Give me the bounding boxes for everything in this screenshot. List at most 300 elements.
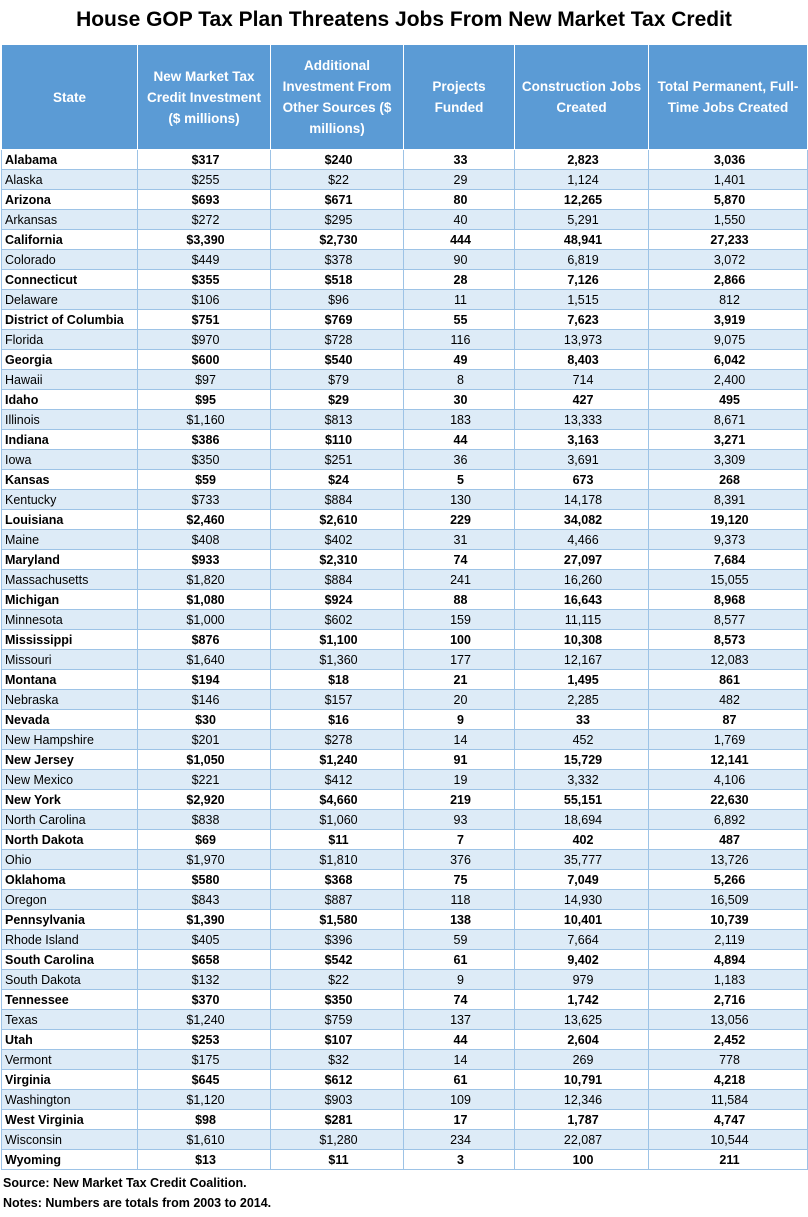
column-header-state: State xyxy=(2,45,138,150)
permanent-jobs-cell: 861 xyxy=(649,670,808,690)
table-row xyxy=(2,590,808,610)
projects-funded-cell: 11 xyxy=(404,290,515,310)
projects-funded-cell: 159 xyxy=(404,610,515,630)
projects-funded-cell: 30 xyxy=(404,390,515,410)
table-row xyxy=(2,390,808,410)
projects-funded-cell: 61 xyxy=(404,950,515,970)
additional-investment-cell: $402 xyxy=(271,530,404,550)
table-row xyxy=(2,1110,808,1130)
construction-jobs-cell: 4,466 xyxy=(515,530,649,550)
nmtc-investment-cell: $408 xyxy=(138,530,271,550)
projects-funded-cell: 17 xyxy=(404,1110,515,1130)
additional-investment-cell: $24 xyxy=(271,470,404,490)
state-cell: Hawaii xyxy=(2,370,138,390)
permanent-jobs-cell: 211 xyxy=(649,1150,808,1170)
construction-jobs-cell: 14,930 xyxy=(515,890,649,910)
projects-funded-cell: 19 xyxy=(404,770,515,790)
table-row xyxy=(2,330,808,350)
permanent-jobs-cell: 2,452 xyxy=(649,1030,808,1050)
state-cell: Colorado xyxy=(2,250,138,270)
permanent-jobs-cell: 5,266 xyxy=(649,870,808,890)
column-header-additional-investment: Additional Investment From Other Sources ($ millions) xyxy=(271,45,404,150)
permanent-jobs-cell: 13,726 xyxy=(649,850,808,870)
construction-jobs-cell: 2,604 xyxy=(515,1030,649,1050)
construction-jobs-cell: 673 xyxy=(515,470,649,490)
projects-funded-cell: 229 xyxy=(404,510,515,530)
table-row xyxy=(2,1030,808,1050)
table-row xyxy=(2,850,808,870)
nmtc-investment-cell: $693 xyxy=(138,190,271,210)
permanent-jobs-cell: 2,716 xyxy=(649,990,808,1010)
source-note: Source: New Market Tax Credit Coalition. xyxy=(3,1176,247,1190)
permanent-jobs-cell: 12,083 xyxy=(649,650,808,670)
state-cell: Florida xyxy=(2,330,138,350)
nmtc-investment-cell: $97 xyxy=(138,370,271,390)
additional-investment-cell: $16 xyxy=(271,710,404,730)
permanent-jobs-cell: 8,671 xyxy=(649,410,808,430)
projects-funded-cell: 21 xyxy=(404,670,515,690)
nmtc-investment-cell: $253 xyxy=(138,1030,271,1050)
permanent-jobs-cell: 8,573 xyxy=(649,630,808,650)
state-cell: Oklahoma xyxy=(2,870,138,890)
state-cell: Minnesota xyxy=(2,610,138,630)
state-cell: Pennsylvania xyxy=(2,910,138,930)
state-cell: Maryland xyxy=(2,550,138,570)
projects-funded-cell: 88 xyxy=(404,590,515,610)
projects-funded-cell: 44 xyxy=(404,430,515,450)
table-row xyxy=(2,630,808,650)
state-cell: Tennessee xyxy=(2,990,138,1010)
state-cell: Nevada xyxy=(2,710,138,730)
state-cell: Rhode Island xyxy=(2,930,138,950)
additional-investment-cell: $884 xyxy=(271,570,404,590)
state-cell: Oregon xyxy=(2,890,138,910)
additional-investment-cell: $542 xyxy=(271,950,404,970)
state-cell: Arizona xyxy=(2,190,138,210)
projects-funded-cell: 7 xyxy=(404,830,515,850)
nmtc-investment-cell: $1,050 xyxy=(138,750,271,770)
permanent-jobs-cell: 87 xyxy=(649,710,808,730)
state-cell: Ohio xyxy=(2,850,138,870)
state-cell: Georgia xyxy=(2,350,138,370)
construction-jobs-cell: 16,260 xyxy=(515,570,649,590)
nmtc-investment-cell: $175 xyxy=(138,1050,271,1070)
nmtc-investment-cell: $3,390 xyxy=(138,230,271,250)
projects-funded-cell: 5 xyxy=(404,470,515,490)
table-row xyxy=(2,310,808,330)
additional-investment-cell: $1,360 xyxy=(271,650,404,670)
projects-funded-cell: 9 xyxy=(404,970,515,990)
additional-investment-cell: $728 xyxy=(271,330,404,350)
additional-investment-cell: $924 xyxy=(271,590,404,610)
state-cell: Massachusetts xyxy=(2,570,138,590)
nmtc-investment-cell: $1,610 xyxy=(138,1130,271,1150)
data-table xyxy=(1,44,808,1170)
construction-jobs-cell: 14,178 xyxy=(515,490,649,510)
state-cell: Vermont xyxy=(2,1050,138,1070)
projects-funded-cell: 28 xyxy=(404,270,515,290)
nmtc-investment-cell: $449 xyxy=(138,250,271,270)
construction-jobs-cell: 34,082 xyxy=(515,510,649,530)
projects-funded-cell: 376 xyxy=(404,850,515,870)
additional-investment-cell: $240 xyxy=(271,150,404,170)
table-row xyxy=(2,170,808,190)
additional-investment-cell: $1,240 xyxy=(271,750,404,770)
permanent-jobs-cell: 13,056 xyxy=(649,1010,808,1030)
state-cell: Illinois xyxy=(2,410,138,430)
permanent-jobs-cell: 10,544 xyxy=(649,1130,808,1150)
additional-investment-cell: $1,060 xyxy=(271,810,404,830)
permanent-jobs-cell: 12,141 xyxy=(649,750,808,770)
header-row xyxy=(2,45,808,150)
table-row xyxy=(2,450,808,470)
construction-jobs-cell: 7,126 xyxy=(515,270,649,290)
projects-funded-cell: 137 xyxy=(404,1010,515,1030)
projects-funded-cell: 219 xyxy=(404,790,515,810)
projects-funded-cell: 9 xyxy=(404,710,515,730)
permanent-jobs-cell: 22,630 xyxy=(649,790,808,810)
projects-funded-cell: 8 xyxy=(404,370,515,390)
state-cell: Michigan xyxy=(2,590,138,610)
construction-jobs-cell: 7,623 xyxy=(515,310,649,330)
construction-jobs-cell: 452 xyxy=(515,730,649,750)
state-cell: Idaho xyxy=(2,390,138,410)
additional-investment-cell: $378 xyxy=(271,250,404,270)
permanent-jobs-cell: 3,309 xyxy=(649,450,808,470)
state-cell: New Jersey xyxy=(2,750,138,770)
table-row xyxy=(2,1050,808,1070)
construction-jobs-cell: 10,401 xyxy=(515,910,649,930)
additional-investment-cell: $281 xyxy=(271,1110,404,1130)
projects-funded-cell: 44 xyxy=(404,1030,515,1050)
table-row xyxy=(2,190,808,210)
additional-investment-cell: $518 xyxy=(271,270,404,290)
nmtc-investment-cell: $95 xyxy=(138,390,271,410)
nmtc-investment-cell: $751 xyxy=(138,310,271,330)
nmtc-investment-cell: $2,460 xyxy=(138,510,271,530)
table-row xyxy=(2,150,808,170)
construction-jobs-cell: 6,819 xyxy=(515,250,649,270)
table-row xyxy=(2,530,808,550)
table-row xyxy=(2,950,808,970)
state-cell: New York xyxy=(2,790,138,810)
table-row xyxy=(2,1150,808,1170)
additional-investment-cell: $612 xyxy=(271,1070,404,1090)
nmtc-investment-cell: $194 xyxy=(138,670,271,690)
permanent-jobs-cell: 2,119 xyxy=(649,930,808,950)
permanent-jobs-cell: 5,870 xyxy=(649,190,808,210)
nmtc-investment-cell: $1,120 xyxy=(138,1090,271,1110)
construction-jobs-cell: 1,515 xyxy=(515,290,649,310)
nmtc-investment-cell: $370 xyxy=(138,990,271,1010)
state-cell: Missouri xyxy=(2,650,138,670)
permanent-jobs-cell: 9,373 xyxy=(649,530,808,550)
table-row xyxy=(2,430,808,450)
additional-investment-cell: $412 xyxy=(271,770,404,790)
permanent-jobs-cell: 482 xyxy=(649,690,808,710)
table-row xyxy=(2,990,808,1010)
nmtc-investment-cell: $1,240 xyxy=(138,1010,271,1030)
projects-funded-cell: 61 xyxy=(404,1070,515,1090)
projects-funded-cell: 74 xyxy=(404,550,515,570)
nmtc-investment-cell: $645 xyxy=(138,1070,271,1090)
permanent-jobs-cell: 487 xyxy=(649,830,808,850)
projects-funded-cell: 116 xyxy=(404,330,515,350)
additional-investment-cell: $251 xyxy=(271,450,404,470)
state-cell: New Hampshire xyxy=(2,730,138,750)
projects-funded-cell: 109 xyxy=(404,1090,515,1110)
projects-funded-cell: 55 xyxy=(404,310,515,330)
projects-funded-cell: 177 xyxy=(404,650,515,670)
table-row xyxy=(2,1130,808,1150)
nmtc-investment-cell: $146 xyxy=(138,690,271,710)
construction-jobs-cell: 5,291 xyxy=(515,210,649,230)
additional-investment-cell: $110 xyxy=(271,430,404,450)
nmtc-investment-cell: $255 xyxy=(138,170,271,190)
construction-jobs-cell: 427 xyxy=(515,390,649,410)
construction-jobs-cell: 22,087 xyxy=(515,1130,649,1150)
table-row xyxy=(2,610,808,630)
additional-investment-cell: $1,280 xyxy=(271,1130,404,1150)
nmtc-investment-cell: $600 xyxy=(138,350,271,370)
construction-jobs-cell: 16,643 xyxy=(515,590,649,610)
additional-investment-cell: $29 xyxy=(271,390,404,410)
projects-funded-cell: 241 xyxy=(404,570,515,590)
table-body xyxy=(2,150,808,1170)
state-cell: District of Columbia xyxy=(2,310,138,330)
construction-jobs-cell: 55,151 xyxy=(515,790,649,810)
additional-investment-cell: $1,100 xyxy=(271,630,404,650)
construction-jobs-cell: 27,097 xyxy=(515,550,649,570)
construction-jobs-cell: 269 xyxy=(515,1050,649,1070)
projects-funded-cell: 20 xyxy=(404,690,515,710)
construction-jobs-cell: 15,729 xyxy=(515,750,649,770)
additional-investment-cell: $22 xyxy=(271,170,404,190)
nmtc-investment-cell: $658 xyxy=(138,950,271,970)
state-cell: New Mexico xyxy=(2,770,138,790)
nmtc-investment-cell: $221 xyxy=(138,770,271,790)
additional-investment-cell: $769 xyxy=(271,310,404,330)
nmtc-investment-cell: $838 xyxy=(138,810,271,830)
additional-investment-cell: $368 xyxy=(271,870,404,890)
table-row xyxy=(2,270,808,290)
permanent-jobs-cell: 6,042 xyxy=(649,350,808,370)
state-cell: California xyxy=(2,230,138,250)
permanent-jobs-cell: 4,747 xyxy=(649,1110,808,1130)
construction-jobs-cell: 979 xyxy=(515,970,649,990)
notes-note: Notes: Numbers are totals from 2003 to 2014. xyxy=(3,1196,272,1210)
construction-jobs-cell: 2,285 xyxy=(515,690,649,710)
projects-funded-cell: 90 xyxy=(404,250,515,270)
table-row xyxy=(2,1070,808,1090)
construction-jobs-cell: 1,495 xyxy=(515,670,649,690)
construction-jobs-cell: 18,694 xyxy=(515,810,649,830)
nmtc-investment-cell: $876 xyxy=(138,630,271,650)
projects-funded-cell: 75 xyxy=(404,870,515,890)
state-cell: South Carolina xyxy=(2,950,138,970)
additional-investment-cell: $32 xyxy=(271,1050,404,1070)
table-row xyxy=(2,290,808,310)
permanent-jobs-cell: 15,055 xyxy=(649,570,808,590)
additional-investment-cell: $22 xyxy=(271,970,404,990)
additional-investment-cell: $4,660 xyxy=(271,790,404,810)
additional-investment-cell: $350 xyxy=(271,990,404,1010)
construction-jobs-cell: 402 xyxy=(515,830,649,850)
state-cell: Washington xyxy=(2,1090,138,1110)
permanent-jobs-cell: 2,866 xyxy=(649,270,808,290)
additional-investment-cell: $96 xyxy=(271,290,404,310)
construction-jobs-cell: 48,941 xyxy=(515,230,649,250)
table-row xyxy=(2,830,808,850)
projects-funded-cell: 138 xyxy=(404,910,515,930)
state-cell: Montana xyxy=(2,670,138,690)
state-cell: Texas xyxy=(2,1010,138,1030)
table-row xyxy=(2,650,808,670)
table-row xyxy=(2,230,808,250)
nmtc-investment-cell: $1,000 xyxy=(138,610,271,630)
nmtc-investment-cell: $1,160 xyxy=(138,410,271,430)
permanent-jobs-cell: 4,218 xyxy=(649,1070,808,1090)
additional-investment-cell: $540 xyxy=(271,350,404,370)
table-row xyxy=(2,910,808,930)
permanent-jobs-cell: 812 xyxy=(649,290,808,310)
table-row xyxy=(2,410,808,430)
column-header-construction-jobs: Construction Jobs Created xyxy=(515,45,649,150)
construction-jobs-cell: 13,333 xyxy=(515,410,649,430)
table-row xyxy=(2,510,808,530)
table-row xyxy=(2,470,808,490)
permanent-jobs-cell: 3,919 xyxy=(649,310,808,330)
additional-investment-cell: $887 xyxy=(271,890,404,910)
additional-investment-cell: $884 xyxy=(271,490,404,510)
additional-investment-cell: $903 xyxy=(271,1090,404,1110)
nmtc-investment-cell: $2,920 xyxy=(138,790,271,810)
additional-investment-cell: $278 xyxy=(271,730,404,750)
additional-investment-cell: $602 xyxy=(271,610,404,630)
construction-jobs-cell: 33 xyxy=(515,710,649,730)
construction-jobs-cell: 13,973 xyxy=(515,330,649,350)
construction-jobs-cell: 8,403 xyxy=(515,350,649,370)
construction-jobs-cell: 100 xyxy=(515,1150,649,1170)
construction-jobs-cell: 10,791 xyxy=(515,1070,649,1090)
state-cell: Louisiana xyxy=(2,510,138,530)
construction-jobs-cell: 12,346 xyxy=(515,1090,649,1110)
additional-investment-cell: $759 xyxy=(271,1010,404,1030)
nmtc-investment-cell: $13 xyxy=(138,1150,271,1170)
nmtc-investment-cell: $386 xyxy=(138,430,271,450)
table-row xyxy=(2,710,808,730)
permanent-jobs-cell: 4,106 xyxy=(649,770,808,790)
state-cell: Indiana xyxy=(2,430,138,450)
projects-funded-cell: 183 xyxy=(404,410,515,430)
nmtc-investment-cell: $405 xyxy=(138,930,271,950)
construction-jobs-cell: 3,332 xyxy=(515,770,649,790)
nmtc-investment-cell: $970 xyxy=(138,330,271,350)
nmtc-investment-cell: $350 xyxy=(138,450,271,470)
projects-funded-cell: 130 xyxy=(404,490,515,510)
additional-investment-cell: $2,610 xyxy=(271,510,404,530)
state-cell: North Dakota xyxy=(2,830,138,850)
state-cell: Utah xyxy=(2,1030,138,1050)
projects-funded-cell: 49 xyxy=(404,350,515,370)
nmtc-investment-cell: $317 xyxy=(138,150,271,170)
construction-jobs-cell: 2,823 xyxy=(515,150,649,170)
nmtc-investment-cell: $1,390 xyxy=(138,910,271,930)
column-header-permanent-jobs: Total Permanent, Full-Time Jobs Created xyxy=(649,45,808,150)
state-cell: Arkansas xyxy=(2,210,138,230)
table-row xyxy=(2,790,808,810)
state-cell: Delaware xyxy=(2,290,138,310)
construction-jobs-cell: 3,163 xyxy=(515,430,649,450)
additional-investment-cell: $107 xyxy=(271,1030,404,1050)
projects-funded-cell: 234 xyxy=(404,1130,515,1150)
table-row xyxy=(2,550,808,570)
state-cell: Iowa xyxy=(2,450,138,470)
additional-investment-cell: $1,580 xyxy=(271,910,404,930)
state-cell: Kansas xyxy=(2,470,138,490)
state-cell: Connecticut xyxy=(2,270,138,290)
projects-funded-cell: 31 xyxy=(404,530,515,550)
permanent-jobs-cell: 1,401 xyxy=(649,170,808,190)
projects-funded-cell: 444 xyxy=(404,230,515,250)
permanent-jobs-cell: 19,120 xyxy=(649,510,808,530)
nmtc-investment-cell: $98 xyxy=(138,1110,271,1130)
nmtc-investment-cell: $580 xyxy=(138,870,271,890)
permanent-jobs-cell: 8,391 xyxy=(649,490,808,510)
table-row xyxy=(2,670,808,690)
additional-investment-cell: $813 xyxy=(271,410,404,430)
table-row xyxy=(2,1010,808,1030)
nmtc-investment-cell: $201 xyxy=(138,730,271,750)
state-cell: Mississippi xyxy=(2,630,138,650)
projects-funded-cell: 14 xyxy=(404,1050,515,1070)
permanent-jobs-cell: 3,036 xyxy=(649,150,808,170)
projects-funded-cell: 3 xyxy=(404,1150,515,1170)
projects-funded-cell: 91 xyxy=(404,750,515,770)
construction-jobs-cell: 1,124 xyxy=(515,170,649,190)
nmtc-investment-cell: $106 xyxy=(138,290,271,310)
construction-jobs-cell: 9,402 xyxy=(515,950,649,970)
table-row xyxy=(2,870,808,890)
construction-jobs-cell: 10,308 xyxy=(515,630,649,650)
additional-investment-cell: $18 xyxy=(271,670,404,690)
state-cell: Kentucky xyxy=(2,490,138,510)
construction-jobs-cell: 35,777 xyxy=(515,850,649,870)
state-cell: South Dakota xyxy=(2,970,138,990)
table-row xyxy=(2,890,808,910)
state-cell: Wyoming xyxy=(2,1150,138,1170)
column-header-nmtc-investment: New Market Tax Credit Investment ($ millions) xyxy=(138,45,271,150)
permanent-jobs-cell: 16,509 xyxy=(649,890,808,910)
projects-funded-cell: 100 xyxy=(404,630,515,650)
table-row xyxy=(2,730,808,750)
nmtc-investment-cell: $132 xyxy=(138,970,271,990)
table-row xyxy=(2,810,808,830)
additional-investment-cell: $396 xyxy=(271,930,404,950)
table-row xyxy=(2,370,808,390)
state-cell: Wisconsin xyxy=(2,1130,138,1150)
table-row xyxy=(2,570,808,590)
construction-jobs-cell: 3,691 xyxy=(515,450,649,470)
permanent-jobs-cell: 7,684 xyxy=(649,550,808,570)
projects-funded-cell: 93 xyxy=(404,810,515,830)
nmtc-investment-cell: $69 xyxy=(138,830,271,850)
permanent-jobs-cell: 27,233 xyxy=(649,230,808,250)
state-cell: North Carolina xyxy=(2,810,138,830)
table-row xyxy=(2,210,808,230)
nmtc-investment-cell: $933 xyxy=(138,550,271,570)
table-row xyxy=(2,770,808,790)
